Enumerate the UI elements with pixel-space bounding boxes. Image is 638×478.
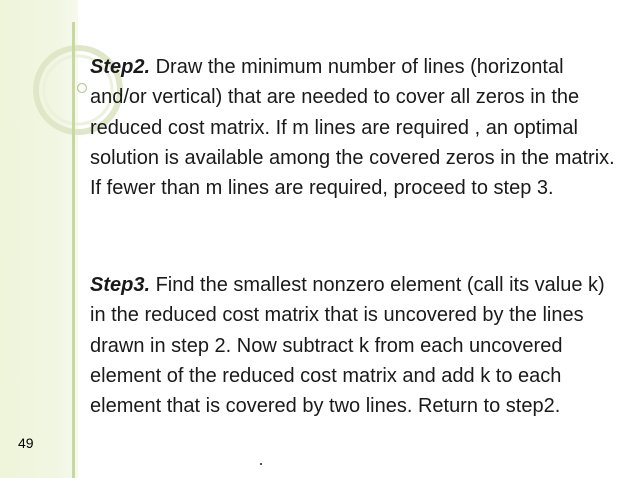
step-2-paragraph (90, 52, 620, 203)
step-3-title: Step3. (90, 274, 151, 296)
step-2-body: Draw the minimum number of lines (horizontal and/or vertical) that are needed to cover all zeros in the reduced cost matrix. If m lines are required , an optimal solution is available among the covered zeros in the matrix. If fewer than m lines are required, proceed to step 3. (90, 56, 615, 200)
step-3-paragraph (90, 270, 620, 421)
step-2-title: Step2. (90, 56, 151, 78)
page-number: 49 (18, 435, 34, 451)
vertical-divider (72, 22, 75, 478)
footer-mark (260, 463, 262, 465)
step-3-body: Find the smallest nonzero element (call its value k) in the reduced cost matrix that is uncovered by the lines drawn in step 2. Now subtract k from each uncovered element of the reduced cost matrix and add k to each element that is covered by two lines. Return to step2. (90, 274, 605, 418)
